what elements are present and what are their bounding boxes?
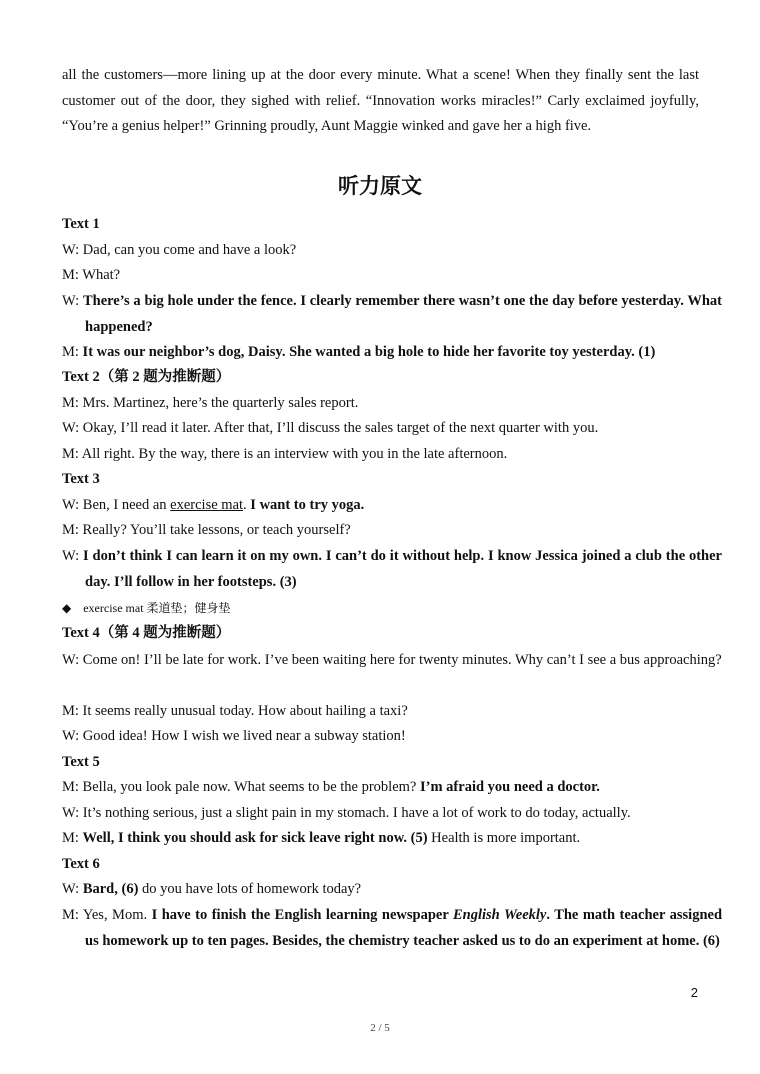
text5-line1: [62, 775, 699, 801]
speaker-label: W:: [62, 548, 84, 564]
text3-line1: [62, 493, 699, 519]
text1-line1: W: Dad, can you come and have a look?: [62, 242, 297, 258]
line-text: do you have lots of homework today?: [138, 881, 362, 897]
text2-line3: M: All right. By the way, there is an interview with you in the late afternoon.: [62, 446, 508, 462]
speaker-label: W:: [62, 293, 83, 309]
text3-line3: [62, 544, 722, 595]
page-number: 2: [690, 985, 698, 1000]
bold-text: Well, I think you should ask for sick leave right now. (5): [82, 830, 428, 846]
text3-line2: M: Really? You’ll take lessons, or teach yourself?: [62, 522, 351, 538]
bold-text: I have to finish the English learning newspaper: [151, 907, 453, 923]
line-text: W: Ben, I need an: [62, 497, 171, 513]
text1-line3: [62, 289, 722, 340]
text2-heading: Text 2（第 2 题为推断题）: [62, 369, 231, 385]
text6-line1: [62, 877, 699, 903]
underlined-term: exercise mat: [170, 497, 244, 513]
intro-paragraph: all the customers—more lining up at the door every minute. What a scene! When they finally sent the last customer out of the door, they sighed with relief. “Innovation works miracles!” Carly exclaimed joyfully, “You’re a genius helper!” Grinning proudly, Aunt Maggie winked and gave her a high five.: [62, 67, 699, 134]
bold-text: I want to try yoga.: [250, 497, 365, 513]
text1-line4: [62, 340, 699, 366]
page-footer: 2 / 5: [370, 1022, 390, 1034]
text4-line1: W: Come on! I’ll be late for work. I’ve been waiting here for twenty minutes. Why can’t I see a bus approaching?: [62, 652, 722, 668]
bold-text: There’s a big hole under the fence. I clearly remember there wasn’t one the day before yesterday. What happened?: [82, 293, 722, 335]
text6-heading: Text 6: [62, 856, 100, 872]
speaker-label: M:: [62, 830, 83, 846]
speaker-label: W:: [62, 881, 83, 897]
bold-text: Bard, (6): [82, 881, 139, 897]
line-text: M: Yes, Mom.: [62, 907, 152, 923]
text5-heading: Text 5: [62, 754, 100, 770]
text4-line2: M: It seems really unusual today. How about hailing a taxi?: [62, 703, 408, 719]
text2-line2: W: Okay, I’ll read it later. After that, I’ll discuss the sales target of the next quarter with you.: [62, 420, 599, 436]
vocab-note: [62, 596, 699, 622]
text5-line2: W: It’s nothing serious, just a slight pain in my stomach. I have a lot of work to do today, actually.: [62, 805, 631, 821]
bold-text: I don’t think I can learn it on my own. I can’t do it without help. I know Jessica joined a club the other day. I’ll follow in her footsteps. (3): [83, 548, 722, 590]
line-text: M: Bella, you look pale now. What seems to be the problem?: [62, 779, 420, 795]
text1-line2: M: What?: [62, 267, 121, 283]
bold-text: . The math teacher assigned us homework up to ten pages. Besides, the chemistry teacher asked us to do an experiment at home. (6): [85, 907, 723, 949]
line-text: .: [243, 497, 251, 513]
text5-line3: [62, 826, 699, 852]
line-text: Health is more important.: [427, 830, 581, 846]
bold-text: I’m afraid you need a doctor.: [420, 779, 600, 795]
diamond-bullet-icon: ◆: [62, 601, 72, 615]
section-title: 听力原文: [338, 173, 422, 198]
text4-line3: W: Good idea! How I wish we lived near a subway station!: [62, 728, 406, 744]
newspaper-title: English Weekly: [452, 907, 547, 923]
text2-line1: M: Mrs. Martinez, here’s the quarterly sales report.: [62, 395, 359, 411]
text3-heading: Text 3: [62, 471, 100, 487]
bold-text: It was our neighbor’s dog, Daisy. She wanted a big hole to hide her favorite toy yesterday. (1): [82, 344, 656, 360]
text1-heading: Text 1: [62, 216, 100, 232]
text4-heading: Text 4（第 4 题为推断题）: [62, 625, 231, 641]
note-text: exercise mat 柔道垫；健身垫: [83, 601, 231, 615]
speaker-label: M:: [62, 344, 83, 360]
text6-line2: [62, 903, 722, 954]
